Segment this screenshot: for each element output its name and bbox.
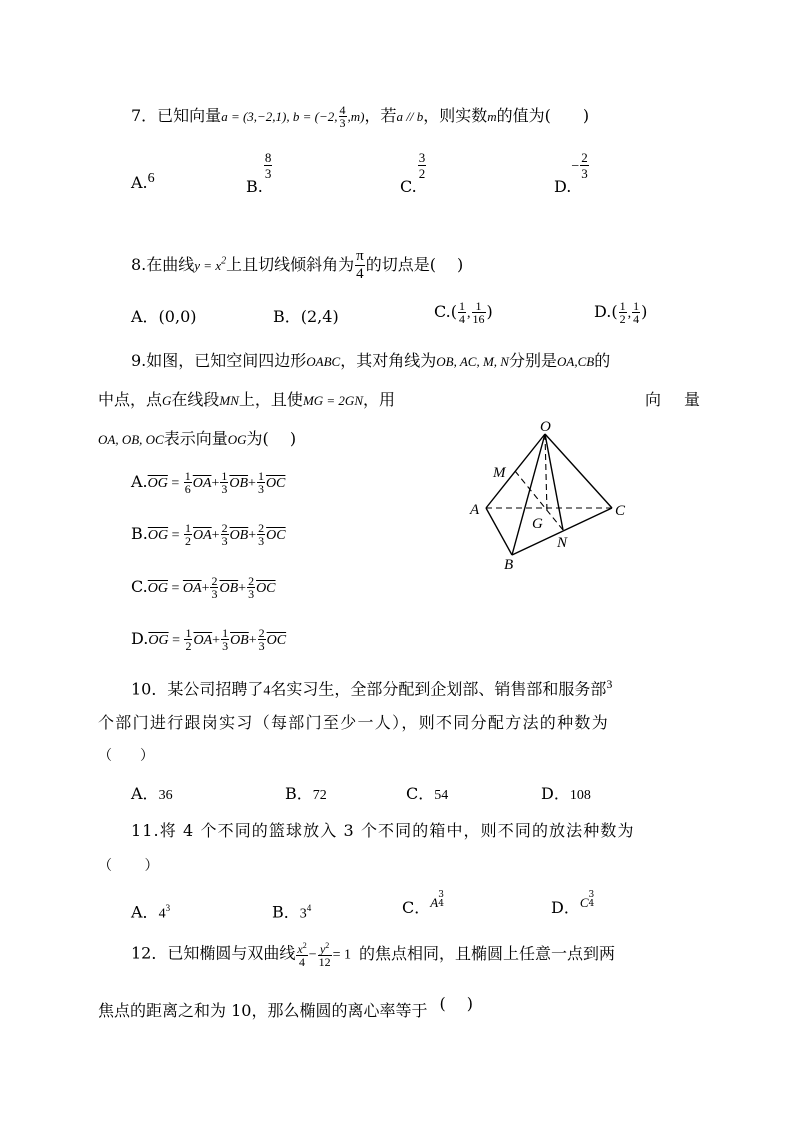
q7-option-b: B. $\frac{8}{3}$: [246, 150, 272, 196]
q7-cond: a // b: [396, 109, 424, 124]
q11-line1: 11.将 4 个不同的篮球放入 3 个不同的箱中，则不同的放法种数为: [131, 821, 635, 840]
q7-option-a: A.6: [131, 171, 155, 192]
segment-MN: [515, 471, 563, 530]
q9-option-b: $B.\overline{OG}$ = $\frac{1}{2}$ $\overline{OA}+$ $\frac{2}{3}$ $\overline{OB}+$ $\frac{2}{3}$ $\overline{OC}$: [131, 521, 286, 548]
q11-line2: （ ）: [98, 858, 159, 874]
q9-line2: 中点，点G在线段MN上，且使MG = 2GN，用: [98, 390, 396, 409]
q10-option-c: C．54: [406, 784, 449, 803]
q7-stem-b: ，若: [364, 106, 397, 125]
q8-option-b: B．(2,4): [273, 307, 339, 326]
q8-option-d: D.( $\frac{1}{2}$ , $\frac{1}{4}$ ): [594, 299, 648, 326]
q7-vectors: a = (3,−2,1), b = (−2,: [221, 109, 338, 124]
q10-line2: 个部门进行跟岗实习（每部门至少一人），则不同分配方法的种数为: [98, 713, 610, 732]
q7-option-d: D.− $\frac{2}{3}$: [554, 150, 588, 196]
edge-OA: [486, 434, 545, 508]
q7-stem-a: 7．已知向量: [131, 106, 222, 125]
q9-line2-liang: 量: [684, 390, 701, 409]
q7-stem-c: ，则实数: [423, 106, 488, 125]
edge-OB: [512, 434, 545, 555]
q10-option-b: B．72: [285, 784, 327, 803]
label-C: C: [615, 503, 626, 519]
q7-vec-end: ,m): [347, 109, 365, 124]
q7-var: m: [487, 109, 497, 124]
q10-option-d: D．108: [541, 784, 591, 803]
edge-BC: [512, 508, 612, 555]
q9-line1: 9.如图，已知空间四边形OABC，其对角线为OB, AC, M, N分别是OA,CB的: [131, 351, 611, 370]
q9-line2-xiang: 向: [645, 390, 662, 409]
label-B: B: [504, 557, 514, 573]
q8-stem: 8.在曲线$y = x^2$上且切线倾斜角为 $\frac{\pi}{4}$ 的切点是( ): [131, 248, 464, 282]
q12-y-frac: $\frac{y^2}{12}$: [318, 941, 331, 969]
q8-option-c: C.( $\frac{1}{4}$ , $\frac{1}{16}$ ): [434, 299, 493, 326]
segment-ON: [545, 434, 563, 530]
q10-line3: （ ）: [98, 748, 154, 764]
q8-curve: y = x: [194, 258, 222, 273]
q7-option-c: C. $\frac{3}{2}$: [400, 150, 426, 196]
q7-stem: [131, 104, 589, 129]
q7-stem-d: 的值为( ): [496, 106, 590, 125]
q10-line1: 10．某公司招聘了4名实习生，全部分配到企划部、销售部和服务部$^3$: [131, 677, 613, 699]
q8-option-a: A．(0,0): [131, 307, 197, 326]
q11-option-a: A．$4^3$: [131, 902, 171, 922]
q11-option-b: B．$3^4$: [272, 902, 312, 922]
q12-x-frac: $\frac{x^2}{4}$: [297, 941, 307, 969]
q12-line1: 12．已知椭圆与双曲线 $\frac{x^2}{4}$ − $\frac{y^2}{12}$ = 1 的焦点相同，且椭圆上任意一点到两: [131, 941, 616, 969]
q11-option-d: D．$^C$ 3 4: [551, 890, 595, 917]
label-A: A: [470, 502, 480, 518]
label-N: N: [557, 535, 568, 551]
q7-frac: $\frac{4}{3}$: [339, 103, 346, 130]
label-M: M: [493, 465, 506, 481]
segment-OG: [545, 434, 547, 512]
q9-option-a: $A.\overline{OG}$ = $\frac{1}{6}$ $\overline{OA}+$ $\frac{1}{3}$ $\overline{OB}+$ $\frac{1}{3}$ $\overline{OC}$: [131, 469, 286, 496]
q12-line2: 焦点的距离之和为 10，那么椭圆的离心率等于 ( ): [98, 994, 474, 1020]
q10-option-a: A．36: [131, 784, 173, 803]
q9-option-c: $C.\overline{OG} = \overline{OA}+$ $\frac{2}{3}$ $\overline{OB}+$ $\frac{2}{3}$ $\overline{OC}$: [131, 574, 276, 601]
edge-AB: [486, 508, 512, 555]
q9-option-d: $D.\overline{OG}$ = $\frac{1}{2}$ $\overline{OA}+$ $\frac{1}{3}$ $\overline{OB}+$ $\frac{2}{3}$ $\overline{OC}$: [131, 626, 287, 653]
q9-line3: OA, OB, OC表示向量OG为( ): [98, 429, 297, 448]
label-O: O: [540, 419, 551, 435]
q8-angle: $\frac{\pi}{4}$: [356, 248, 364, 282]
label-G: G: [532, 516, 543, 532]
q11-option-c: C．$^A$ 3 4: [402, 890, 444, 917]
edge-OC: [545, 434, 612, 508]
